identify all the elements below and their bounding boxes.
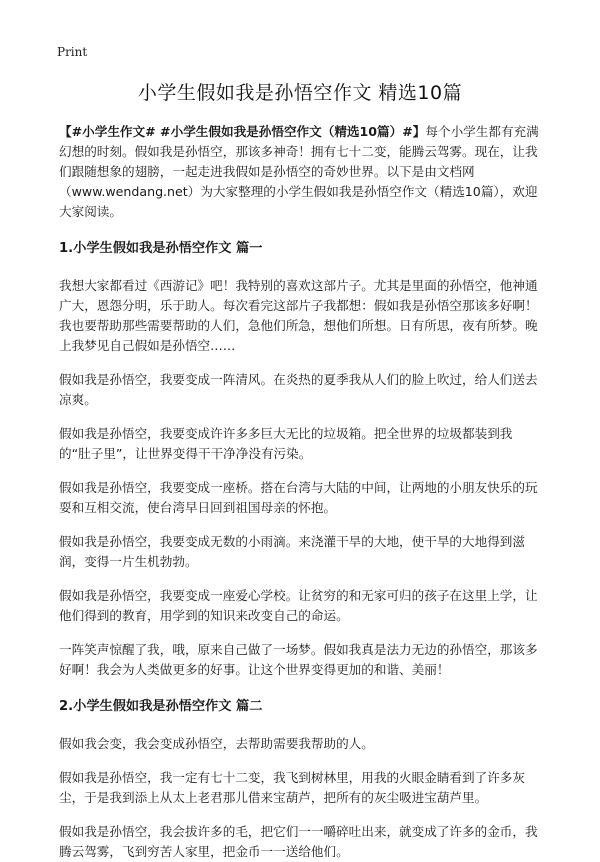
section-2-paragraph-2: 假如我是孙悟空，我一定有七十二变，我飞到树林里，用我的火眼金睛看到了许多灰尘，于是我到添上从太上老君那儿借来宝葫芦，把所有的灰尘吸进宝葫芦里。 xyxy=(59,770,525,805)
section-heading-1: 1.小学生假如我是孙悟空作文 篇一 xyxy=(59,241,263,256)
page-title: 小学生假如我是孙悟空作文 精选10篇 xyxy=(137,82,463,104)
section-1-paragraph-5: 假如我是孙悟空，我要变成无数的小雨滴。来浇灌干旱的大地，使干旱的大地得到滋润，变得一片生机勃勃。 xyxy=(59,534,525,569)
section-2-paragraph-1: 假如我会变，我会变成孙悟空，去帮助需要我帮助的人。 xyxy=(59,736,374,751)
section-heading-2: 2.小学生假如我是孙悟空作文 篇二 xyxy=(59,699,263,714)
article-body xyxy=(59,122,543,862)
section-2-paragraph-3: 假如我是孙悟空，我会拔许多的毛，把它们一一嚼碎吐出来，就变成了许多的金币，我腾云驾雾，飞到穷苦人家里，把金币一一送给他们。 xyxy=(59,824,538,859)
intro-tag: 【#小学生作文# #小学生假如我是孙悟空作文（精选10篇）#】 xyxy=(59,124,426,139)
section-1-paragraph-2: 假如我是孙悟空，我要变成一阵清风。在炎热的夏季我从人们的脸上吹过，给人们送去凉爽。 xyxy=(59,372,538,407)
section-1-paragraph-6: 假如我是孙悟空，我要变成一座爱心学校。让贫穷的和无家可归的孩子在这里上学，让他们得到的教育，用学到的知识来改变自己的命运。 xyxy=(59,588,538,623)
intro-paragraph xyxy=(59,122,543,222)
section-1-paragraph-3: 假如我是孙悟空，我要变成许许多多巨大无比的垃圾箱。把全世界的垃圾都装到我的“肚子里”，让世界变得干干净净没有污染。 xyxy=(59,426,513,461)
print-label[interactable]: Print xyxy=(57,45,88,59)
intro-text: 每个小学生都有充满幻想的时刻。假如我是孙悟空，那该多神奇！拥有七十二变，能腾云驾雾。现在，让我们跟随想象的翅膀，一起走进我假如是孙悟空的奇妙世界。以下是由文档网（www.wendang.net）为大家整理的小学生假如我是孙悟空作文（精选10篇），欢迎大家阅读。 xyxy=(59,124,539,219)
section-1-paragraph-1: 我想大家都看过《西游记》吧！我特别的喜欢这部片子。尤其是里面的孙悟空，他神通广大，恩怨分明，乐于助人。每次看完这部片子我都想：假如我是孙悟空那该多好啊！我也要帮助那些需要帮助的人们，急他们所急，想他们所想。日有所思，夜有所梦。晚上我梦见自己假如是孙悟空…… xyxy=(59,278,538,353)
section-1-paragraph-4: 假如我是孙悟空，我要变成一座桥。搭在台湾与大陆的中间，让两地的小朋友快乐的玩耍和互相交流，使台湾早日回到祖国母亲的怀抱。 xyxy=(59,480,538,515)
section-1-paragraph-7: 一阵笑声惊醒了我，哦，原来自己做了一场梦。假如我真是法力无边的孙悟空，那该多好啊！我会为人类做更多的好事。让这个世界变得更加的和谐、美丽！ xyxy=(59,642,538,677)
